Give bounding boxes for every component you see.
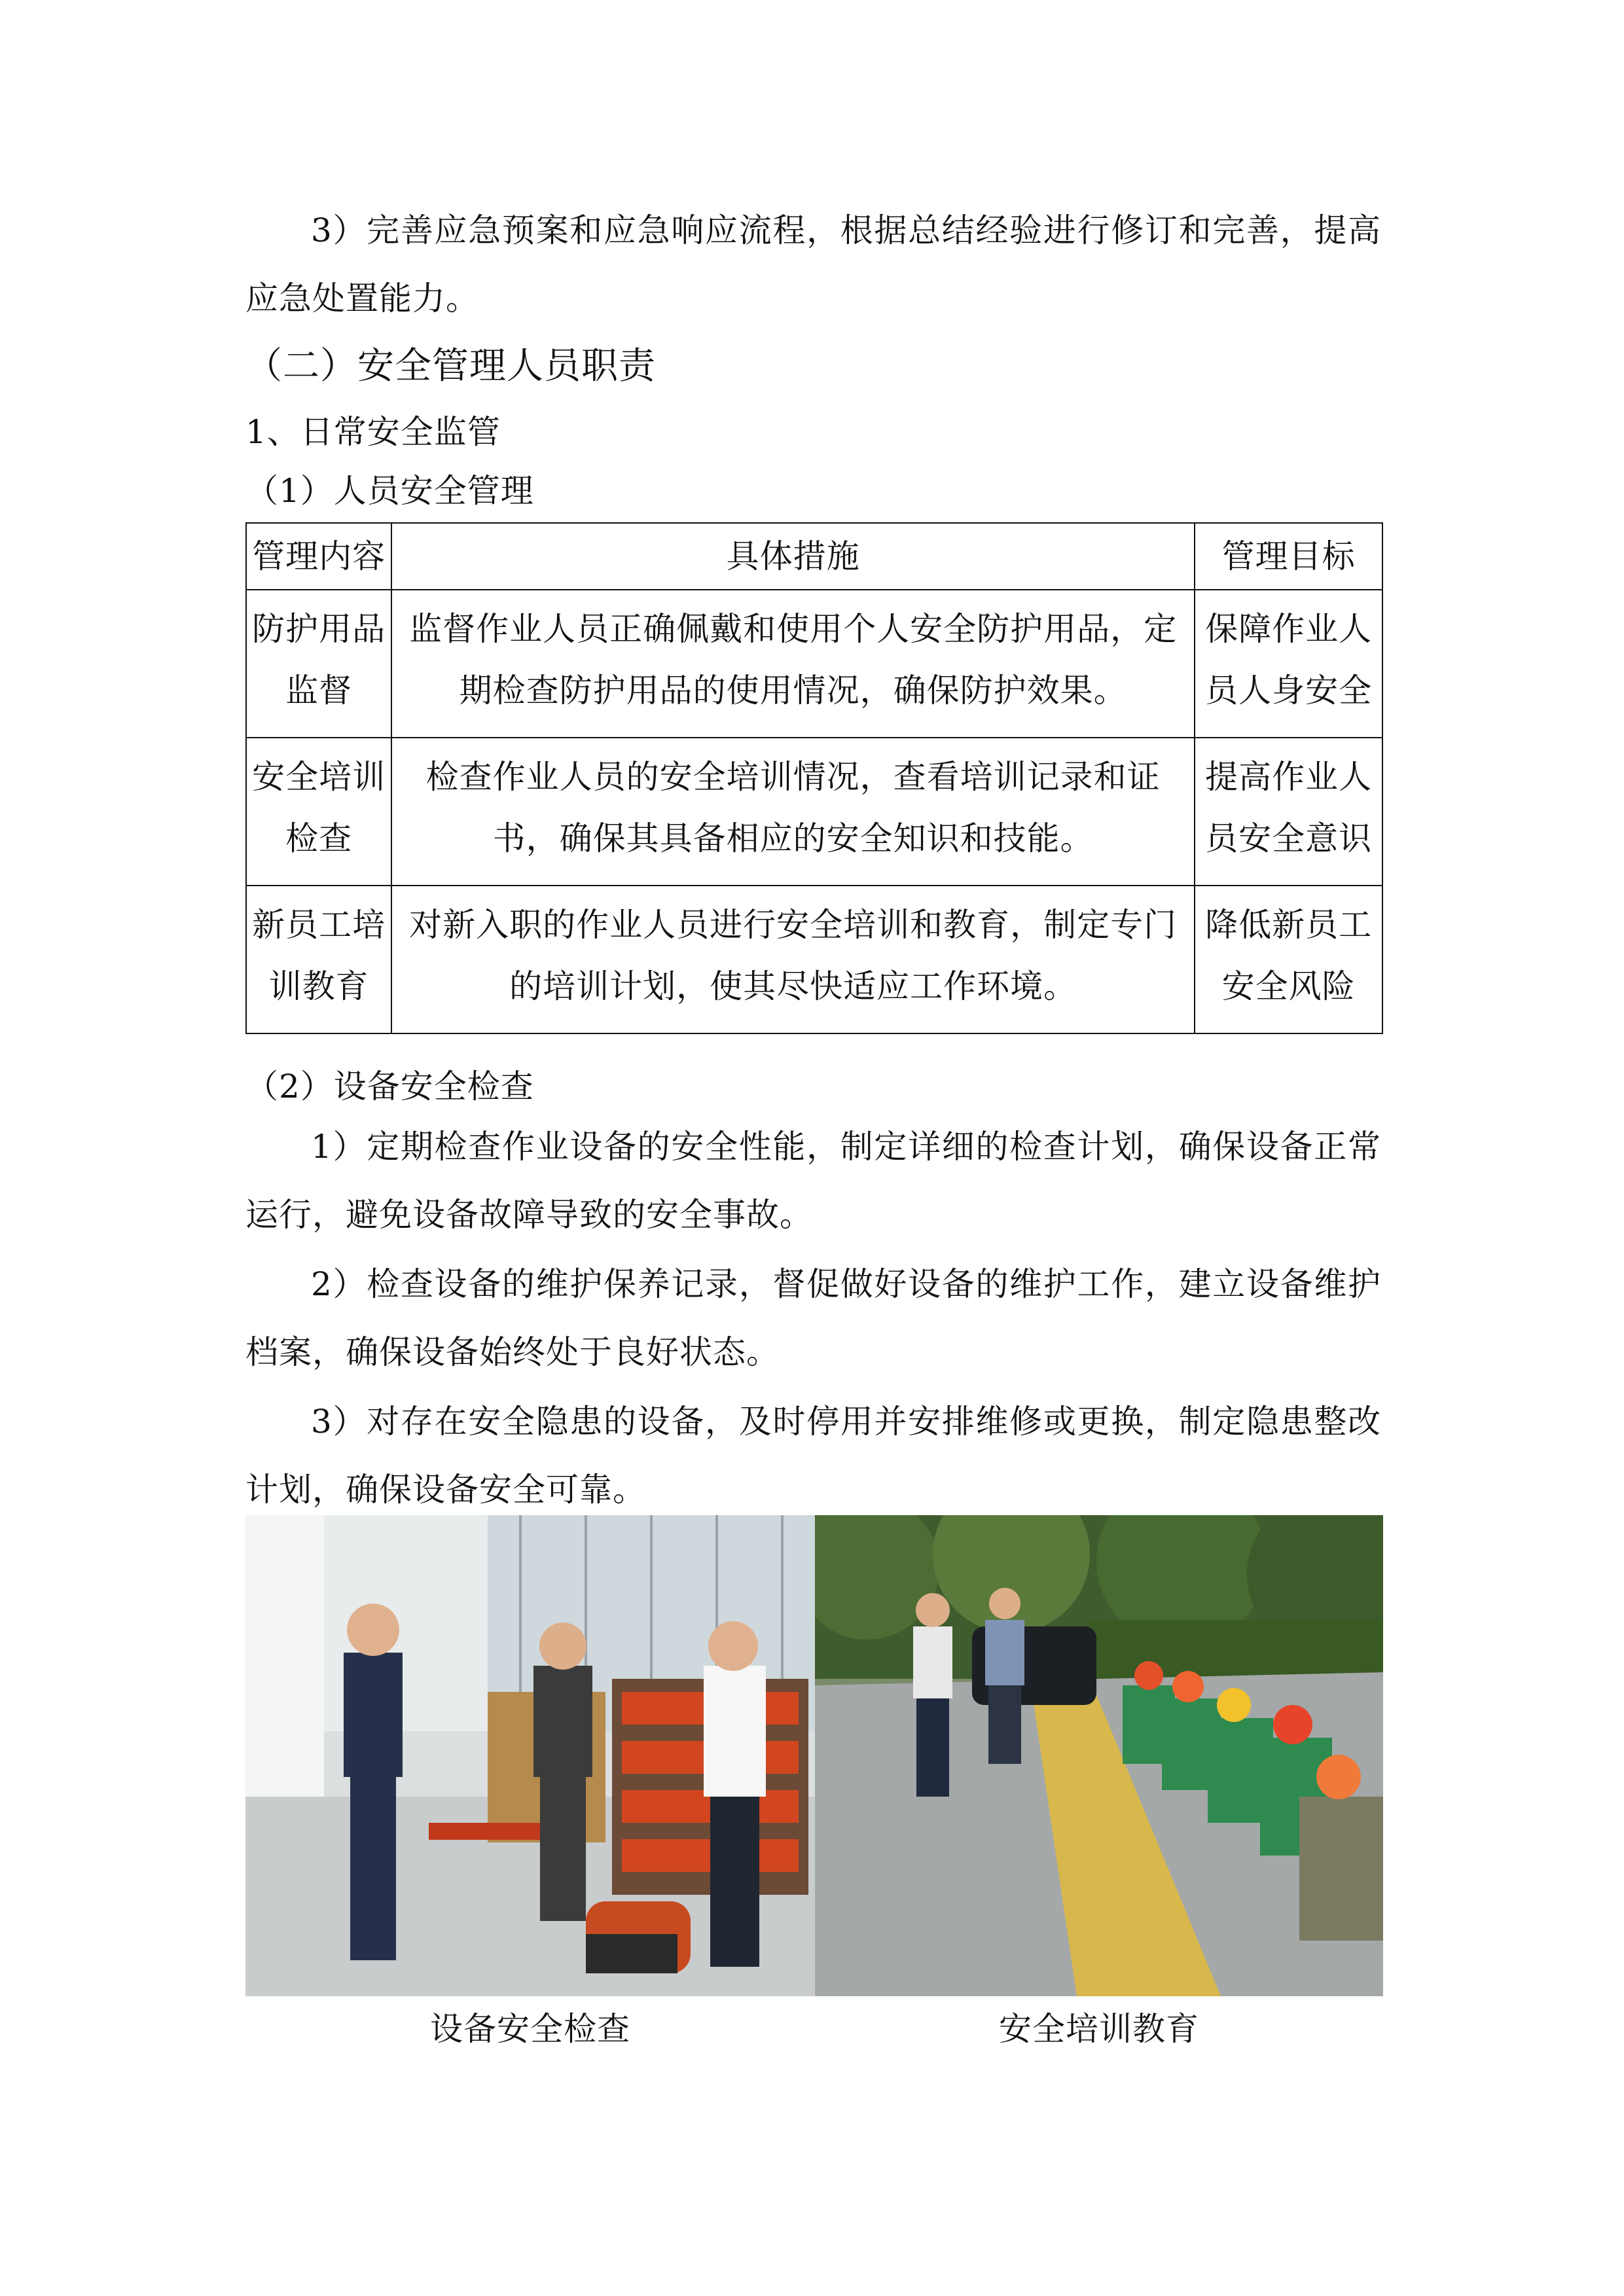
subsection-subtitle: （2）设备安全检查 bbox=[245, 1067, 534, 1105]
safety-training-illustration bbox=[815, 1515, 1383, 1996]
equipment-inspection-illustration bbox=[245, 1515, 815, 1996]
equipment-item: 1）定期检查作业设备的安全性能，制定详细的检查计划，确保设备正常运行，避免设备故障导致的安全事故。 bbox=[245, 1128, 1381, 1234]
table-row bbox=[246, 886, 1382, 1033]
photo-caption: 安全培训教育 bbox=[999, 2010, 1199, 2048]
table-cell-measure: 监督作业人员正确佩戴和使用个人安全防护用品，定期检查防护用品的使用情况，确保防护效果。 bbox=[391, 590, 1195, 738]
table-row bbox=[246, 738, 1382, 886]
intro-paragraph: 3）完善应急预案和应急响应流程，根据总结经验进行修订和完善，提高应急处置能力。 bbox=[245, 211, 1381, 317]
table-row bbox=[246, 590, 1382, 738]
table-cell-goal: 降低新员工安全风险 bbox=[1195, 886, 1382, 1033]
table-cell-content: 安全培训检查 bbox=[246, 738, 391, 886]
table-header-goal: 管理目标 bbox=[1195, 523, 1382, 590]
section-title: （二）安全管理人员职责 bbox=[245, 345, 656, 387]
table-cell-goal: 保障作业人员人身安全 bbox=[1195, 590, 1382, 738]
subsection-subtitle: （1）人员安全管理 bbox=[245, 472, 534, 510]
equipment-inspection-photo bbox=[245, 1515, 815, 1996]
table-header-measure: 具体措施 bbox=[391, 523, 1195, 590]
equipment-item: 2）检查设备的维护保养记录，督促做好设备的维护工作，建立设备维护档案，确保设备始终处于良好状态。 bbox=[245, 1265, 1381, 1371]
equipment-item: 3）对存在安全隐患的设备，及时停用并安排维修或更换，制定隐患整改计划，确保设备安全可靠。 bbox=[245, 1403, 1381, 1509]
personnel-safety-table bbox=[245, 522, 1383, 1034]
table-cell-measure: 检查作业人员的安全培训情况，查看培训记录和证书，确保其具备相应的安全知识和技能。 bbox=[391, 738, 1195, 886]
table-cell-content: 新员工培训教育 bbox=[246, 886, 391, 1033]
subsection-title: 1、日常安全监管 bbox=[245, 413, 501, 451]
table-cell-content: 防护用品监督 bbox=[246, 590, 391, 738]
table-cell-goal: 提高作业人员安全意识 bbox=[1195, 738, 1382, 886]
table-cell-measure: 对新入职的作业人员进行安全培训和教育，制定专门的培训计划，使其尽快适应工作环境。 bbox=[391, 886, 1195, 1033]
photo-caption: 设备安全检查 bbox=[430, 2010, 630, 2048]
safety-training-photo bbox=[815, 1515, 1383, 1996]
table-header-content: 管理内容 bbox=[246, 523, 391, 590]
table-header-row bbox=[246, 523, 1382, 590]
